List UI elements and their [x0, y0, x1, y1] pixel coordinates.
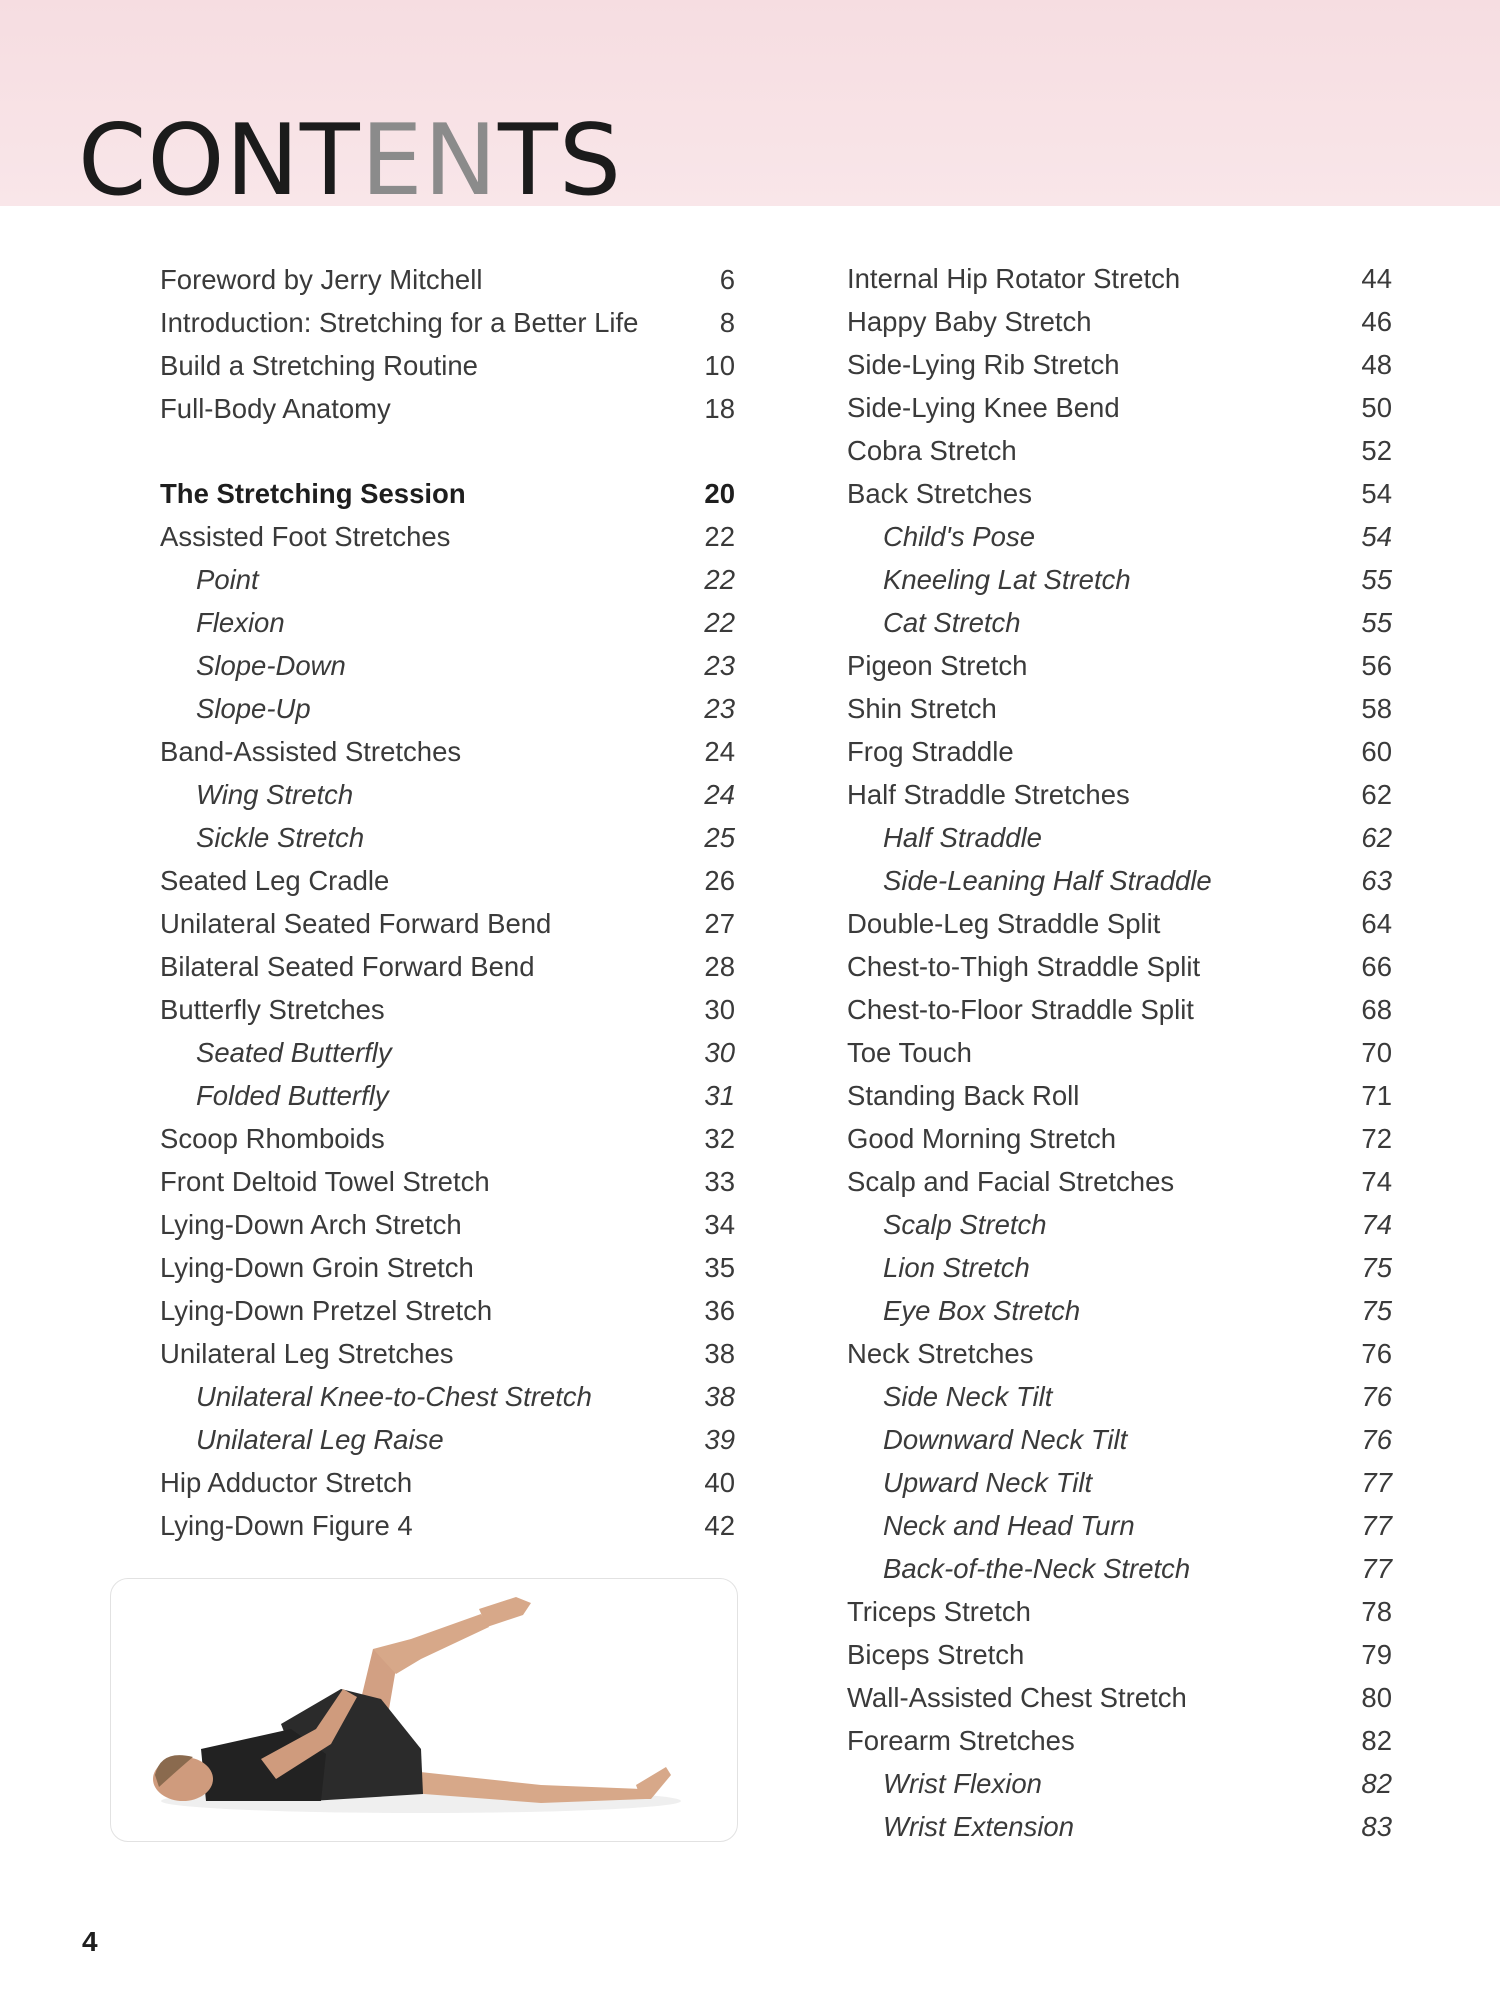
toc-entry-page: 56 [1361, 650, 1392, 681]
toc-subentry [160, 1031, 735, 1074]
toc-entry-page: 25 [704, 822, 735, 853]
toc-entry [160, 1246, 735, 1289]
toc-entry [847, 1074, 1392, 1117]
toc-entry-label: Scoop Rhomboids [160, 1123, 385, 1154]
toc-subentry [160, 816, 735, 859]
toc-entry [847, 257, 1392, 300]
toc-subentry [847, 1246, 1392, 1289]
toc-entry-page: 31 [704, 1080, 735, 1111]
toc-subentry [847, 1289, 1392, 1332]
stretch-photo [110, 1578, 738, 1842]
toc-entry-label: Chest-to-Floor Straddle Split [847, 994, 1194, 1025]
toc-subentry [847, 1805, 1392, 1848]
toc-entry-label: Slope-Down [196, 650, 346, 681]
toc-entry-label: Unilateral Seated Forward Bend [160, 908, 552, 939]
toc-entry [847, 1676, 1392, 1719]
toc-entry-page: 58 [1361, 693, 1392, 724]
toc-entry-page: 80 [1361, 1682, 1392, 1713]
toc-entry-page: 62 [1361, 779, 1392, 810]
toc-entry-label: Side-Leaning Half Straddle [883, 865, 1212, 896]
toc-entry-label: Neck and Head Turn [883, 1510, 1135, 1541]
toc-entry-label: Unilateral Leg Stretches [160, 1338, 454, 1369]
toc-entry [847, 902, 1392, 945]
toc-entry [160, 1504, 735, 1547]
toc-entry-label: Unilateral Knee-to-Chest Stretch [196, 1381, 592, 1412]
toc-entry-page: 70 [1361, 1037, 1392, 1068]
toc-subentry [160, 687, 735, 730]
toc-entry-page: 52 [1361, 435, 1392, 466]
toc-entry-label: Hip Adductor Stretch [160, 1467, 413, 1498]
toc-entry-page: 30 [704, 1037, 735, 1068]
toc-entry-page: 54 [1361, 521, 1392, 552]
toc-entry-page: 30 [704, 994, 735, 1025]
page-number: 4 [82, 1926, 98, 1957]
toc-entry-label: Biceps Stretch [847, 1639, 1025, 1670]
title-end-part: TS [497, 104, 623, 218]
toc-entry-label: Wrist Extension [883, 1811, 1075, 1842]
toc-entry-page: 8 [719, 307, 735, 338]
toc-entry-label: Scalp Stretch [883, 1209, 1047, 1240]
toc-entry-page: 54 [1361, 478, 1392, 509]
toc-entry [847, 1160, 1392, 1203]
toc-entry-page: 55 [1361, 564, 1392, 595]
toc-entry-page: 40 [704, 1467, 735, 1498]
toc-entry-page: 60 [1361, 736, 1392, 767]
toc-entry-label: Standing Back Roll [847, 1080, 1080, 1111]
toc-entry-label: Butterfly Stretches [160, 994, 385, 1025]
toc-entry [847, 1719, 1392, 1762]
toc-entry-label: Pigeon Stretch [847, 650, 1028, 681]
toc-entry-label: Front Deltoid Towel Stretch [160, 1166, 490, 1197]
toc-entry-label: Lying-Down Arch Stretch [160, 1209, 462, 1240]
toc-entry-label: Frog Straddle [847, 736, 1014, 767]
toc-entry-page: 28 [704, 951, 735, 982]
toc-entry-label: Good Morning Stretch [847, 1123, 1117, 1154]
toc-entry [847, 988, 1392, 1031]
toc-entry-label: Triceps Stretch [847, 1596, 1031, 1627]
toc-entry [847, 300, 1392, 343]
toc-entry-page: 79 [1361, 1639, 1392, 1670]
toc-entry-label: Toe Touch [847, 1037, 972, 1068]
toc-right-column [847, 257, 1392, 1848]
toc-subentry [160, 601, 735, 644]
toc-entry-label: Side-Lying Knee Bend [847, 392, 1120, 423]
toc-entry-label: Lying-Down Figure 4 [160, 1510, 413, 1541]
toc-entry-page: 71 [1361, 1080, 1392, 1111]
toc-section-heading [160, 472, 735, 515]
toc-entry-page: 82 [1361, 1768, 1392, 1799]
toc-entry-label: Internal Hip Rotator Stretch [847, 263, 1181, 294]
toc-entry-page: 64 [1361, 908, 1392, 939]
toc-entry-page: 78 [1361, 1596, 1392, 1627]
toc-entry-page: 77 [1361, 1467, 1392, 1498]
toc-entry-label: Point [196, 564, 259, 595]
page-title [78, 104, 623, 218]
toc-subentry [847, 1461, 1392, 1504]
toc-entry-label: Wall-Assisted Chest Stretch [847, 1682, 1187, 1713]
toc-subentry [160, 773, 735, 816]
toc-entry [847, 472, 1392, 515]
toc-entry-label: Flexion [196, 607, 285, 638]
toc-entry-page: 32 [704, 1123, 735, 1154]
toc-entry-page: 24 [704, 779, 735, 810]
title-light-part: EN [360, 104, 498, 218]
toc-entry-page: 18 [704, 393, 735, 424]
toc-entry-label: Child's Pose [883, 521, 1035, 552]
toc-entry-page: 23 [704, 650, 735, 681]
toc-entry [160, 988, 735, 1031]
toc-entry-label: Sickle Stretch [196, 822, 365, 853]
toc-entry-label: Seated Leg Cradle [160, 865, 390, 896]
toc-entry-page: 72 [1361, 1123, 1392, 1154]
toc-entry-page: 22 [704, 607, 735, 638]
toc-entry-page: 33 [704, 1166, 735, 1197]
toc-entry [847, 386, 1392, 429]
toc-entry-page: 50 [1361, 392, 1392, 423]
toc-subentry [847, 1762, 1392, 1805]
toc-entry [847, 343, 1392, 386]
toc-entry-label: Scalp and Facial Stretches [847, 1166, 1175, 1197]
toc-entry-label: Seated Butterfly [196, 1037, 392, 1068]
toc-subentry [160, 1375, 735, 1418]
toc-entry-page: 22 [704, 564, 735, 595]
toc-entry-label: Foreword by Jerry Mitchell [160, 264, 483, 295]
toc-entry-label: Half Straddle Stretches [847, 779, 1130, 810]
toc-entry [160, 945, 735, 988]
toc-entry-page: 55 [1361, 607, 1392, 638]
toc-entry-page: 75 [1361, 1252, 1392, 1283]
toc-entry-label: Upward Neck Tilt [883, 1467, 1093, 1498]
toc-entry-label: Wing Stretch [196, 779, 354, 810]
toc-entry-label: Introduction: Stretching for a Better Life [160, 307, 639, 338]
toc-entry-page: 27 [704, 908, 735, 939]
toc-entry [160, 1461, 735, 1504]
toc-entry-label: Cobra Stretch [847, 435, 1017, 466]
toc-subentry [847, 816, 1392, 859]
toc-entry [847, 644, 1392, 687]
toc-entry-label: Lying-Down Pretzel Stretch [160, 1295, 493, 1326]
toc-entry [847, 1332, 1392, 1375]
toc-entry-page: 83 [1361, 1811, 1392, 1842]
toc-entry [160, 1203, 735, 1246]
toc-left-column [160, 258, 735, 1547]
toc-section-gap [160, 430, 735, 472]
toc-entry [847, 1117, 1392, 1160]
toc-entry-page: 76 [1361, 1338, 1392, 1369]
toc-entry [847, 773, 1392, 816]
toc-entry-label: Downward Neck Tilt [883, 1424, 1128, 1455]
toc-subentry [160, 1074, 735, 1117]
toc-subentry [847, 1203, 1392, 1246]
toc-entry-page: 77 [1361, 1510, 1392, 1541]
toc-entry-page: 38 [704, 1338, 735, 1369]
toc-entry-page: 74 [1361, 1166, 1392, 1197]
toc-entry-page: 36 [704, 1295, 735, 1326]
toc-entry-page: 42 [704, 1510, 735, 1541]
toc-entry [160, 730, 735, 773]
toc-entry-label: Unilateral Leg Raise [196, 1424, 444, 1455]
toc-entry-page: 26 [704, 865, 735, 896]
toc-entry-page: 48 [1361, 349, 1392, 380]
toc-entry [847, 730, 1392, 773]
toc-subentry [847, 601, 1392, 644]
toc-entry-label: Lying-Down Groin Stretch [160, 1252, 474, 1283]
toc-entry-page: 46 [1361, 306, 1392, 337]
toc-entry-label: Chest-to-Thigh Straddle Split [847, 951, 1201, 982]
toc-subentry [847, 558, 1392, 601]
toc-entry-label: Lion Stretch [883, 1252, 1030, 1283]
toc-entry-label: Shin Stretch [847, 693, 997, 724]
toc-entry [160, 859, 735, 902]
toc-subentry [847, 859, 1392, 902]
toc-entry [847, 1590, 1392, 1633]
toc-entry-page: 76 [1361, 1424, 1392, 1455]
toc-subentry [160, 1418, 735, 1461]
toc-entry-label: Folded Butterfly [196, 1080, 389, 1111]
toc-entry [160, 387, 735, 430]
title-dark-part: CONT [78, 104, 361, 218]
toc-entry-page: 66 [1361, 951, 1392, 982]
toc-entry-page: 63 [1361, 865, 1392, 896]
toc-entry-label: Side Neck Tilt [883, 1381, 1053, 1412]
toc-entry-page: 39 [704, 1424, 735, 1455]
toc-entry-label: Wrist Flexion [883, 1768, 1042, 1799]
toc-entry [160, 1117, 735, 1160]
toc-subentry [847, 1375, 1392, 1418]
toc-entry [847, 1633, 1392, 1676]
toc-entry [160, 902, 735, 945]
toc-entry [160, 1289, 735, 1332]
toc-entry-label: Happy Baby Stretch [847, 306, 1092, 337]
toc-entry-label: Back Stretches [847, 478, 1032, 509]
toc-entry-label: Forearm Stretches [847, 1725, 1075, 1756]
toc-entry-page: 74 [1361, 1209, 1392, 1240]
toc-entry [847, 429, 1392, 472]
toc-entry-label: Side-Lying Rib Stretch [847, 349, 1120, 380]
toc-entry-page: 24 [704, 736, 735, 767]
toc-entry-page: 35 [704, 1252, 735, 1283]
toc-entry-label: The Stretching Session [160, 478, 466, 509]
toc-subentry [847, 1547, 1392, 1590]
toc-subentry [847, 1504, 1392, 1547]
toc-entry-page: 68 [1361, 994, 1392, 1025]
toc-subentry [160, 644, 735, 687]
toc-entry-page: 77 [1361, 1553, 1392, 1584]
toc-entry-page: 76 [1361, 1381, 1392, 1412]
toc-entry-label: Half Straddle [883, 822, 1042, 853]
toc-entry-label: Bilateral Seated Forward Bend [160, 951, 535, 982]
toc-entry-label: Full-Body Anatomy [160, 393, 391, 424]
toc-entry [160, 258, 735, 301]
toc-entry-label: Cat Stretch [883, 607, 1021, 638]
toc-entry-label: Back-of-the-Neck Stretch [883, 1553, 1191, 1584]
toc-entry-label: Band-Assisted Stretches [160, 736, 462, 767]
toc-entry-page: 6 [719, 264, 735, 295]
toc-entry-page: 62 [1361, 822, 1392, 853]
toc-entry [847, 945, 1392, 988]
toc-subentry [847, 515, 1392, 558]
toc-entry-page: 44 [1361, 263, 1392, 294]
toc-entry-label: Assisted Foot Stretches [160, 521, 451, 552]
toc-entry-label: Kneeling Lat Stretch [883, 564, 1131, 595]
person-stretching-illustration [111, 1579, 737, 1841]
toc-entry [160, 1332, 735, 1375]
toc-entry-page: 10 [704, 350, 735, 381]
toc-entry-label: Build a Stretching Routine [160, 350, 478, 381]
toc-entry [847, 1031, 1392, 1074]
toc-entry-page: 22 [704, 521, 735, 552]
toc-entry [160, 301, 735, 344]
toc-entry [160, 515, 735, 558]
toc-entry-page: 34 [704, 1209, 735, 1240]
toc-entry [160, 1160, 735, 1203]
toc-entry-label: Neck Stretches [847, 1338, 1034, 1369]
toc-entry [160, 344, 735, 387]
toc-entry-page: 82 [1361, 1725, 1392, 1756]
toc-subentry [160, 558, 735, 601]
toc-entry-page: 38 [704, 1381, 735, 1412]
toc-entry-page: 23 [704, 693, 735, 724]
toc-entry-label: Slope-Up [196, 693, 311, 724]
toc-entry-page: 20 [704, 478, 735, 509]
toc-entry-page: 75 [1361, 1295, 1392, 1326]
toc-subentry [847, 1418, 1392, 1461]
toc-entry-label: Eye Box Stretch [883, 1295, 1081, 1326]
toc-entry [847, 687, 1392, 730]
toc-entry-label: Double-Leg Straddle Split [847, 908, 1161, 939]
